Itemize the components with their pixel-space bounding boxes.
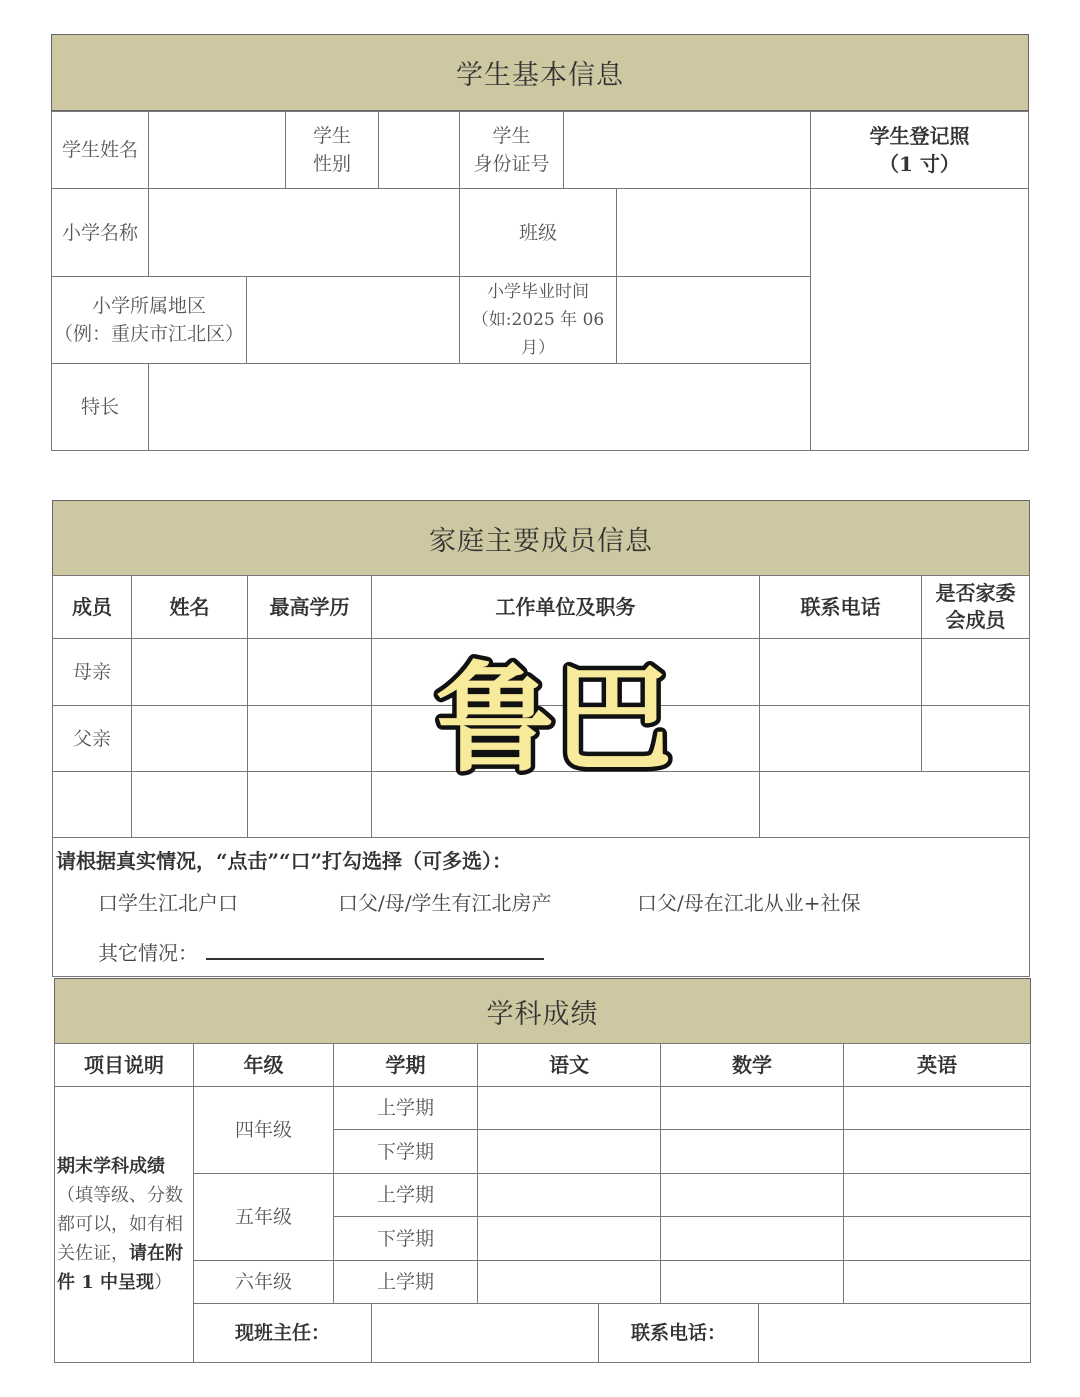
- father-name-field[interactable]: [131, 705, 248, 772]
- label-talent: 特长: [51, 363, 149, 451]
- field-school-name[interactable]: [148, 188, 460, 277]
- father-education-field[interactable]: [247, 705, 372, 772]
- other-situation-line[interactable]: [206, 958, 544, 960]
- section-title-family-info: 家庭主要成员信息: [52, 500, 1030, 576]
- stamp-text: 鲁巴: [435, 650, 673, 785]
- field-graduation-time[interactable]: [616, 276, 811, 364]
- field-talent[interactable]: [148, 363, 811, 451]
- col-header-chinese: 语文: [477, 1043, 661, 1087]
- other-phone-field[interactable]: [759, 771, 1030, 838]
- desc-end: ）: [154, 1272, 173, 1293]
- other-name-field[interactable]: [131, 771, 248, 838]
- term-cell: 上学期: [333, 1173, 478, 1217]
- grade-6: 六年级: [193, 1260, 334, 1304]
- section-title-grades: 学科成绩: [54, 978, 1031, 1044]
- desc-rest: （填等级、分数都可以，如有相关佐证，: [57, 1185, 183, 1264]
- col-header-member: 成员: [52, 575, 132, 639]
- field-student-name[interactable]: [148, 111, 286, 189]
- term-cell: 下学期: [333, 1129, 478, 1174]
- col-header-term: 学期: [333, 1043, 478, 1087]
- grade-4: 四年级: [193, 1086, 334, 1174]
- row-label-other[interactable]: [52, 771, 132, 838]
- field-student-photo[interactable]: [810, 188, 1029, 451]
- stamp-graphic: [432, 640, 677, 785]
- desc-bold2: 请在附件 1 中呈现: [57, 1243, 183, 1293]
- col-header-description: 项目说明: [54, 1043, 194, 1087]
- father-phone-field[interactable]: [759, 705, 922, 772]
- field-teacher-phone[interactable]: [758, 1303, 1031, 1363]
- field-head-teacher[interactable]: [371, 1303, 599, 1363]
- instruction-text: 请根据真实情况，“点击”“口”打勾选择（可多选）：: [56, 849, 513, 873]
- col-header-math: 数学: [660, 1043, 844, 1087]
- field-student-id[interactable]: [563, 111, 811, 189]
- label-teacher-phone: 联系电话：: [598, 1303, 759, 1363]
- row-label-mother: 母亲: [52, 638, 132, 706]
- grades-description: [54, 1086, 194, 1363]
- field-class[interactable]: [616, 188, 811, 277]
- mother-name-field[interactable]: [131, 638, 248, 706]
- score-cell[interactable]: [843, 1086, 1031, 1130]
- score-cell[interactable]: [843, 1129, 1031, 1174]
- score-cell[interactable]: [660, 1216, 844, 1261]
- col-header-name: 姓名: [131, 575, 248, 639]
- label-head-teacher: 现班主任：: [193, 1303, 372, 1363]
- score-cell[interactable]: [477, 1260, 661, 1304]
- label-student-photo: 学生登记照 （1 寸）: [810, 111, 1029, 189]
- label-school-name: 小学名称: [51, 188, 149, 277]
- score-cell[interactable]: [477, 1086, 661, 1130]
- score-cell[interactable]: [843, 1216, 1031, 1261]
- father-committee-field[interactable]: [921, 705, 1030, 772]
- term-cell: 上学期: [333, 1086, 478, 1130]
- score-cell[interactable]: [660, 1173, 844, 1217]
- label-student-id: 学生 身份证号: [459, 111, 564, 189]
- checkbox-property[interactable]: 口父/母/学生有江北房产: [338, 891, 552, 915]
- score-cell[interactable]: [477, 1173, 661, 1217]
- desc-bold: 期末学科成绩: [57, 1156, 165, 1177]
- score-cell[interactable]: [843, 1173, 1031, 1217]
- field-student-gender[interactable]: [378, 111, 460, 189]
- col-header-employer: 工作单位及职务: [371, 575, 760, 639]
- mother-committee-field[interactable]: [921, 638, 1030, 706]
- col-header-phone: 联系电话: [759, 575, 922, 639]
- label-school-region: 小学所属地区 （例：重庆市江北区）: [51, 276, 247, 364]
- term-cell: 下学期: [333, 1216, 478, 1261]
- col-header-grade: 年级: [193, 1043, 334, 1087]
- checkbox-employment[interactable]: 口父/母在江北从业+社保: [637, 891, 861, 915]
- label-class: 班级: [459, 188, 617, 277]
- other-situation-label: 其它情况：: [98, 941, 198, 965]
- label-student-gender: 学生 性别: [285, 111, 379, 189]
- checkbox-hukou[interactable]: 口学生江北户口: [98, 891, 238, 915]
- field-school-region[interactable]: [246, 276, 460, 364]
- grade-5: 五年级: [193, 1173, 334, 1261]
- col-header-committee: 是否家委 会成员: [921, 575, 1030, 639]
- score-cell[interactable]: [477, 1216, 661, 1261]
- label-student-name: 学生姓名: [51, 111, 149, 189]
- section-title-student-info: 学生基本信息: [51, 34, 1029, 111]
- score-cell[interactable]: [660, 1086, 844, 1130]
- term-cell: 上学期: [333, 1260, 478, 1304]
- col-header-english: 英语: [843, 1043, 1031, 1087]
- mother-phone-field[interactable]: [759, 638, 922, 706]
- score-cell[interactable]: [660, 1129, 844, 1174]
- score-cell[interactable]: [843, 1260, 1031, 1304]
- other-education-field[interactable]: [247, 771, 372, 838]
- row-label-father: 父亲: [52, 705, 132, 772]
- label-graduation-time: 小学毕业时间 （如:2025 年 06 月）: [459, 276, 617, 364]
- col-header-education: 最高学历: [247, 575, 372, 639]
- score-cell[interactable]: [477, 1129, 661, 1174]
- score-cell[interactable]: [660, 1260, 844, 1304]
- mother-education-field[interactable]: [247, 638, 372, 706]
